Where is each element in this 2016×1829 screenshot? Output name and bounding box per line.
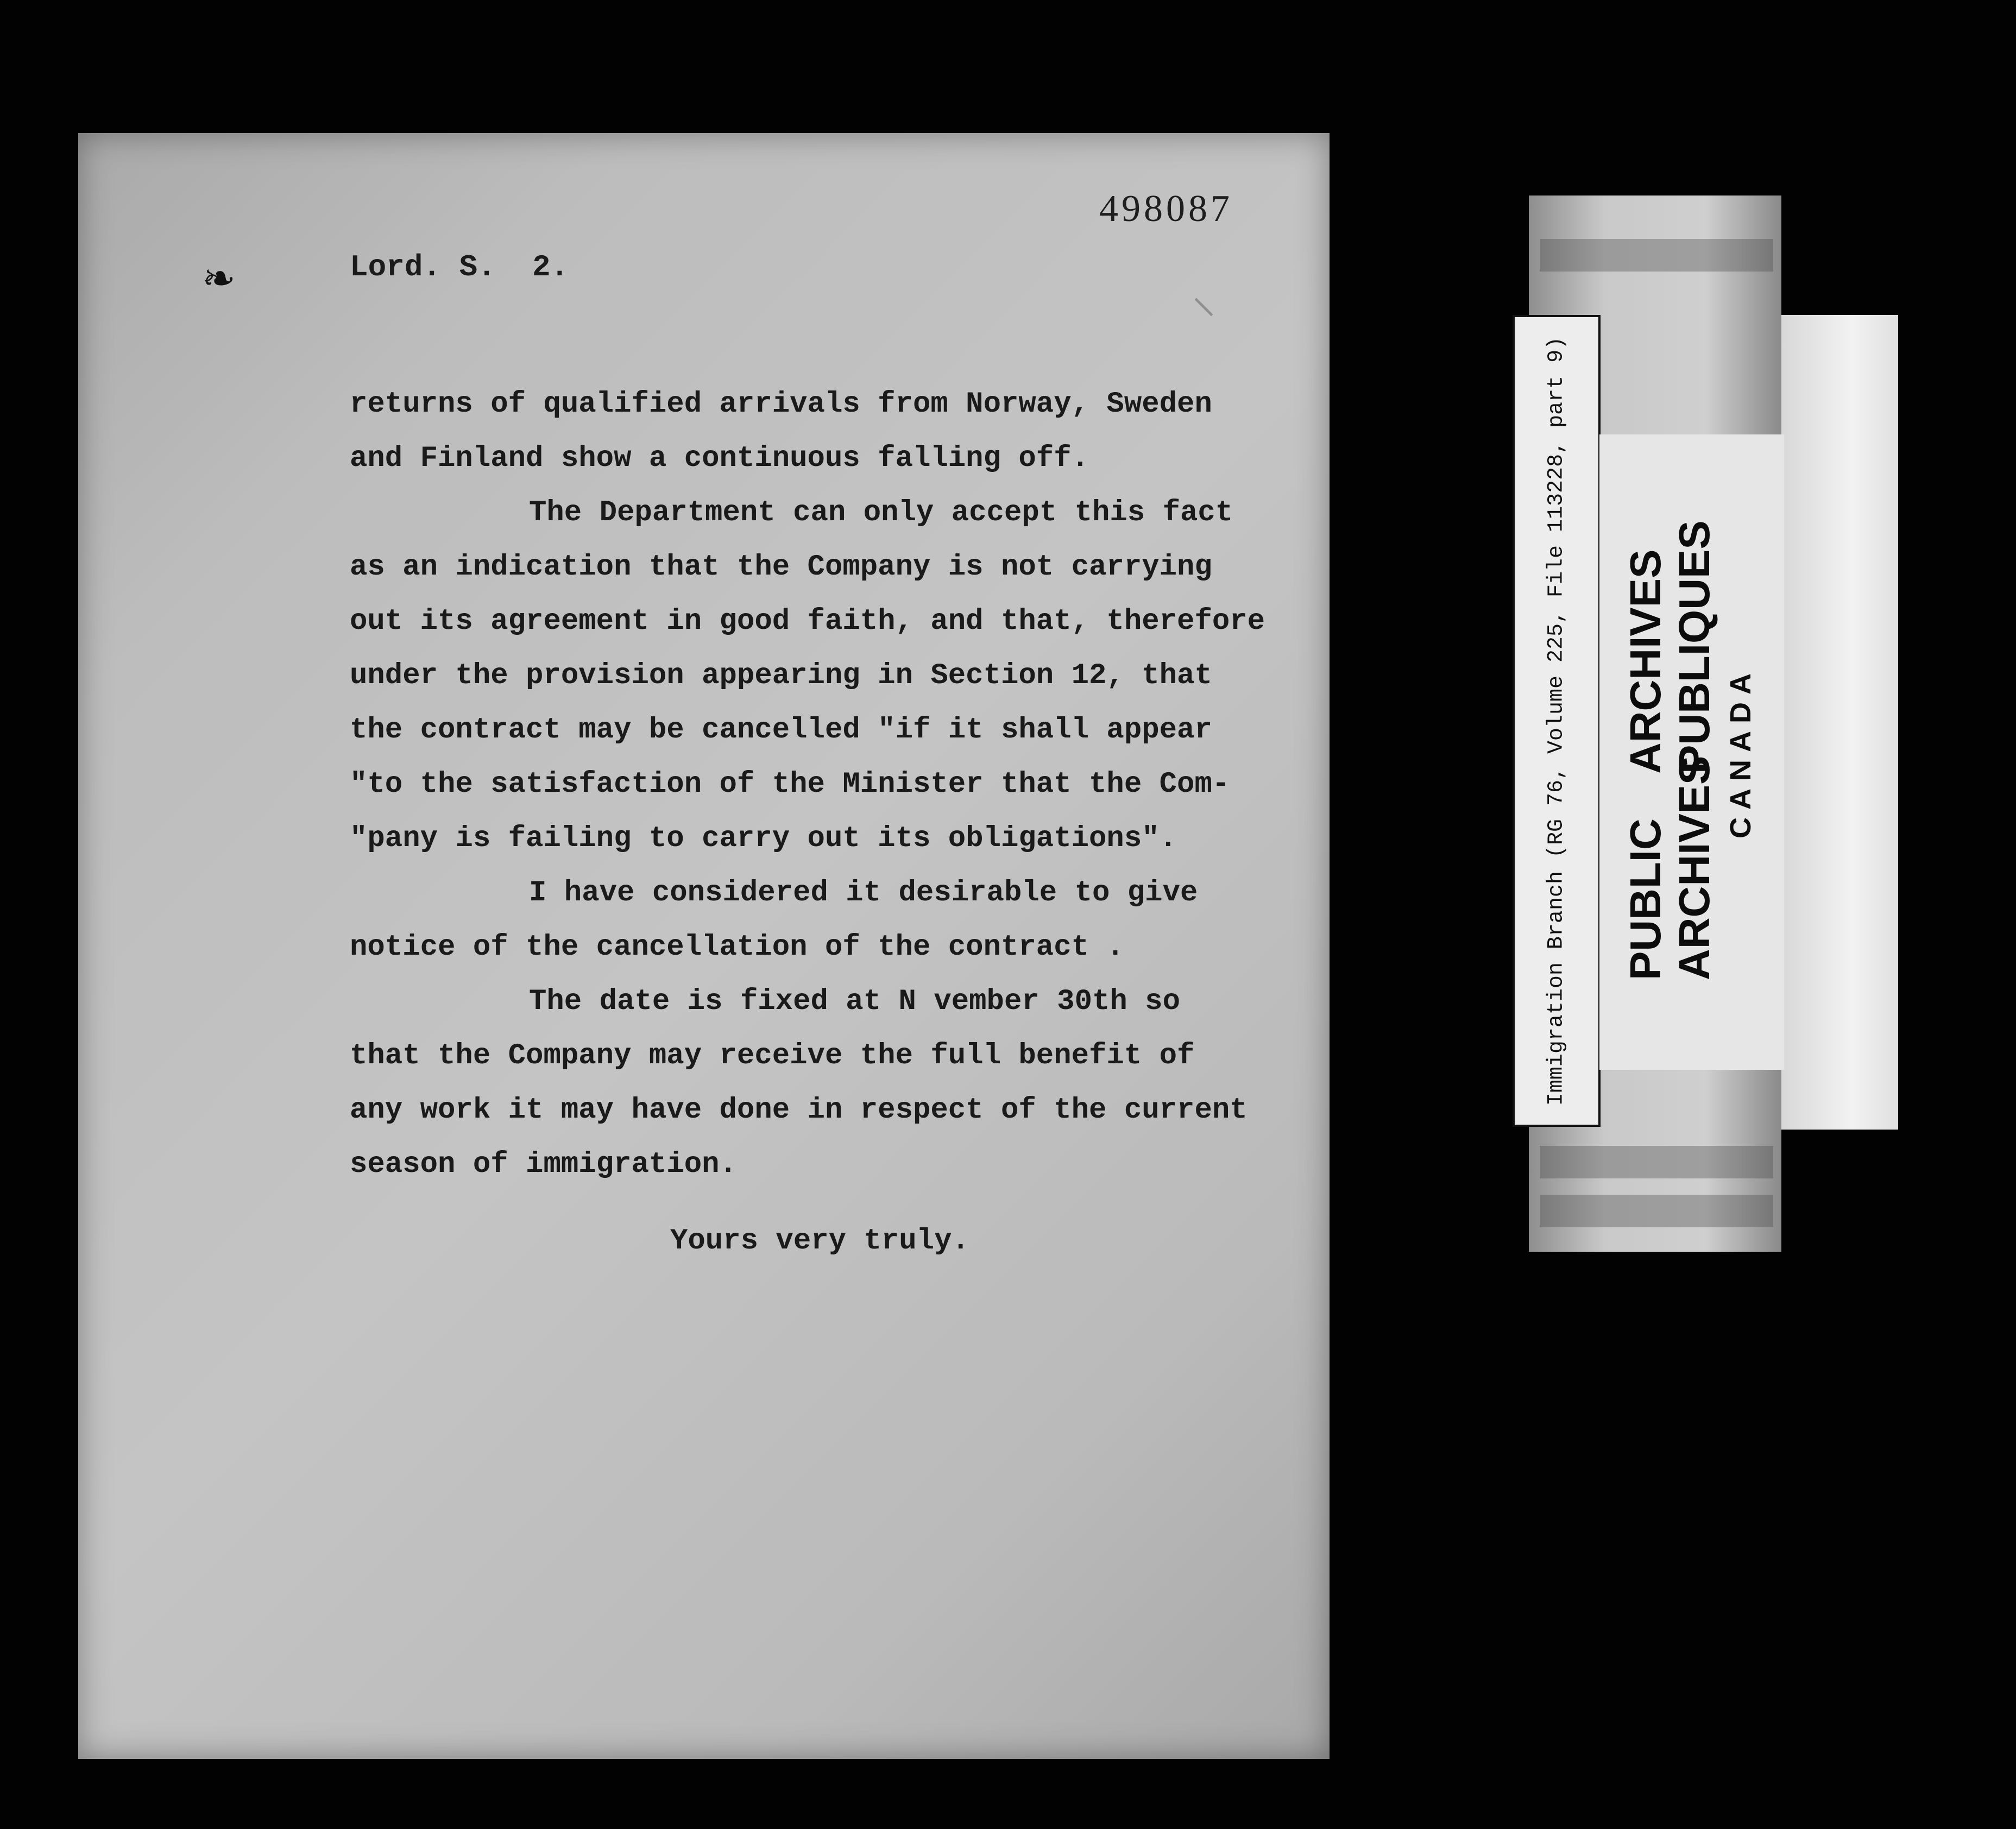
letter-line: and Finland show a continuous falling off. xyxy=(350,442,1089,475)
ink-mark-icon: ❧ xyxy=(202,255,236,302)
stamp-word: PUBLIC xyxy=(1621,818,1670,980)
stamp-word: PUBLIQUES xyxy=(1670,520,1718,774)
letter-line: any work it may have done in respect of the current xyxy=(350,1094,1248,1127)
letter-line: I have considered it desirable to give xyxy=(529,876,1198,910)
folder-panel xyxy=(1781,315,1898,1130)
stamp-row-2 xyxy=(1670,520,1719,980)
folder-band xyxy=(1540,239,1773,272)
stamp-row-1 xyxy=(1621,524,1670,980)
stamp-country: CANADA xyxy=(1724,666,1757,838)
letter-line: notice of the cancellation of the contract . xyxy=(350,931,1124,964)
closing-line: Yours very truly. xyxy=(670,1225,969,1258)
page-header: Lord. S. 2. xyxy=(350,250,569,285)
letter-line: The date is fixed at N vember 30th so xyxy=(529,985,1180,1018)
letter-page xyxy=(78,133,1330,1759)
letter-line: out its agreement in good faith, and that, therefore xyxy=(350,605,1265,638)
stamp-text-block xyxy=(1621,520,1762,980)
document-number: 498087 xyxy=(1099,188,1233,230)
letter-line: that the Company may receive the full benefit of xyxy=(350,1039,1195,1073)
stamp-word: ARCHIVES xyxy=(1670,755,1718,980)
archives-stamp xyxy=(1599,434,1784,1070)
stamp-word: ARCHIVES xyxy=(1621,549,1670,774)
letter-line: The Department can only accept this fact xyxy=(529,496,1233,529)
archive-reference-text: Immigration Branch (RG 76, Volume 225, File 113228, part 9) xyxy=(1544,336,1569,1106)
letter-line: the contract may be cancelled "if it shall appear xyxy=(350,714,1212,747)
letter-line: as an indication that the Company is not carrying xyxy=(350,551,1212,584)
letter-line: "to the satisfaction of the Minister that the Com- xyxy=(350,768,1230,801)
letter-line: under the provision appearing in Section 12, that xyxy=(350,659,1212,692)
letter-line: "pany is failing to carry out its obligations". xyxy=(350,822,1177,855)
folder-band xyxy=(1540,1146,1773,1178)
archive-reference-label xyxy=(1513,315,1601,1127)
letter-line: returns of qualified arrivals from Norway, Sweden xyxy=(350,388,1212,421)
letter-body xyxy=(350,377,1327,1192)
letter-line: season of immigration. xyxy=(350,1148,737,1181)
faint-pencil-mark: ⸜ xyxy=(1192,267,1216,324)
folder-band xyxy=(1540,1195,1773,1227)
